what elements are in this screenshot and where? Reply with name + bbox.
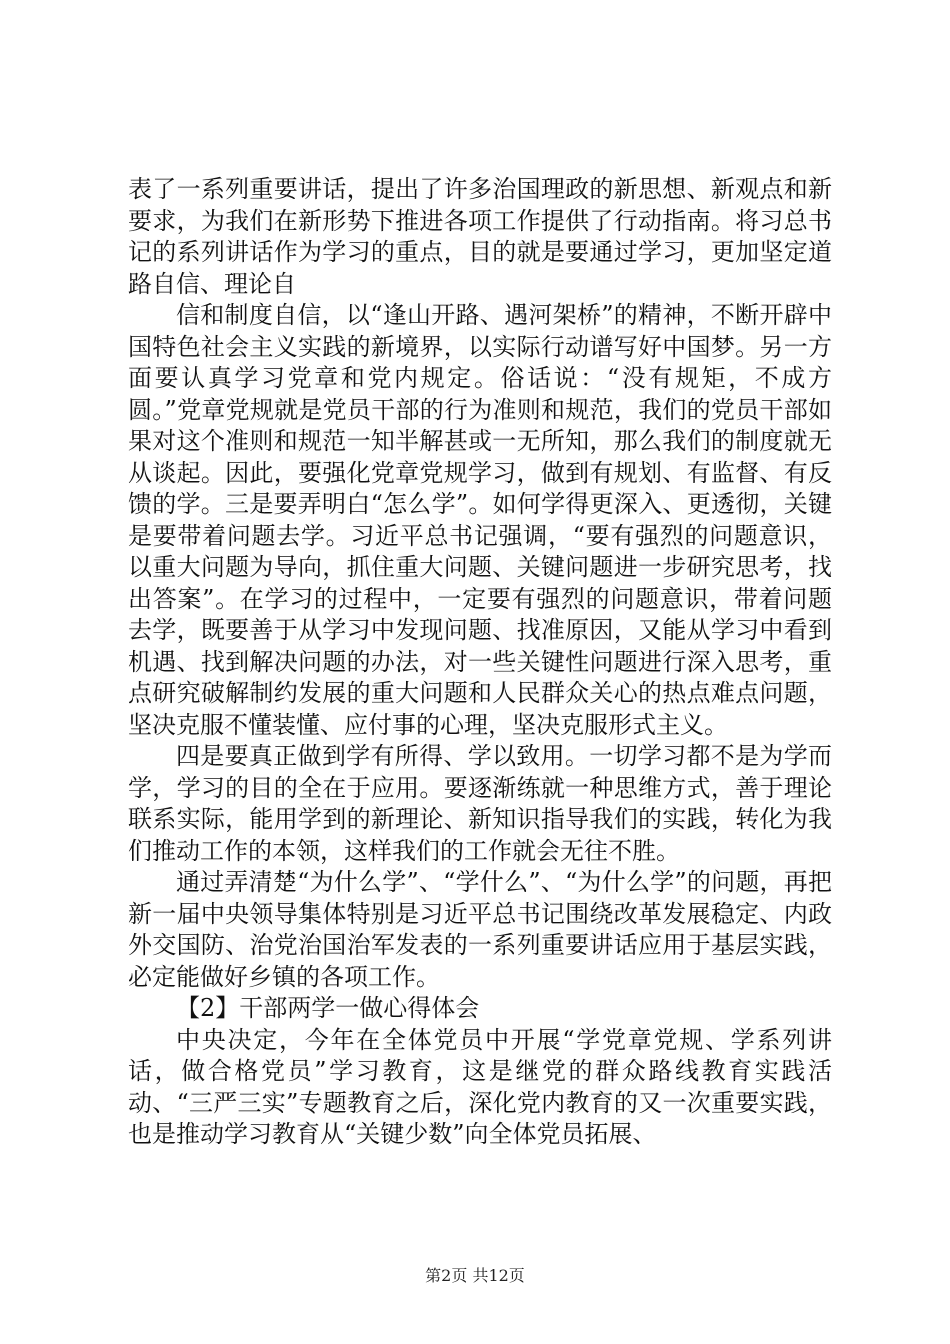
paragraph-5: 中央决定，今年在全体党员中开展“学党章党规、学系列讲话，做合格党员”学习教育，这是继党的群众路线教育实践活动、“三严三实”专题教育之后，深化党内教育的又一次重要实践，也是推动学习教育从“关键少数”向全体党员拓展、 xyxy=(128,1025,832,1148)
section-heading: 【2】干部两学一做心得体会 xyxy=(176,994,480,1022)
document-body xyxy=(128,174,832,1151)
paragraph-2: 信和制度自信，以“逢山开路、遇河架桥”的精神，不断开辟中国特色社会主义实践的新境界，以实际行动谱写好中国梦。另一方面要认真学习党章和党内规定。俗话说：“没有规矩，不成方圆。”党章党规就是党员干部的行为准则和规范，我们的党员干部如果对这个准则和规范一知半解甚或一无所知，那么我们的制度就无从谈起。因此，要强化党章党规学习，做到有规划、有监督、有反馈的学。三是要弄明白“怎么学”。如何学得更深入、更透彻，关键是要带着问题去学。习近平总书记强调，“要有强烈的问题意识，以重大问题为导向，抓住重大问题、关键问题进一步研究思考，找出答案”。在学习的过程中，一定要有强烈的问题意识，带着问题去学，既要善于从学习中发现问题、找准原因，又能从学习中看到机遇、找到解决问题的办法，对一些关键性问题进行深入思考，重点研究破解制约发展的重大问题和人民群众关心的热点难点问题，坚决克服不懂装懂、应付事的心理，坚决克服形式主义。 xyxy=(128,301,832,739)
paragraph-3: 四是要真正做到学有所得、学以致用。一切学习都不是为学而学，学习的目的全在于应用。要逐渐练就一种思维方式，善于理论联系实际，能用学到的新理论、新知识指导我们的实践，转化为我们推动工作的本领，这样我们的工作就会无往不胜。 xyxy=(128,742,832,865)
paragraph-1: 表了一系列重要讲话，提出了许多治国理政的新思想、新观点和新要求，为我们在新形势下推进各项工作提供了行动指南。将习总书记的系列讲话作为学习的重点，目的就是要通过学习，更加坚定道路自信、理论自 xyxy=(128,175,832,298)
paragraph-4: 通过弄清楚“为什么学”、“学什么”、“为什么学”的问题，再把新一届中央领导集体特别是习近平总书记围绕改革发展稳定、内政外交国防、治党治国治军发表的一系列重要讲话应用于基层实践，必定能做好乡镇的各项工作。 xyxy=(128,868,832,991)
page-number-footer: 第2页 共12页 xyxy=(425,1266,525,1285)
